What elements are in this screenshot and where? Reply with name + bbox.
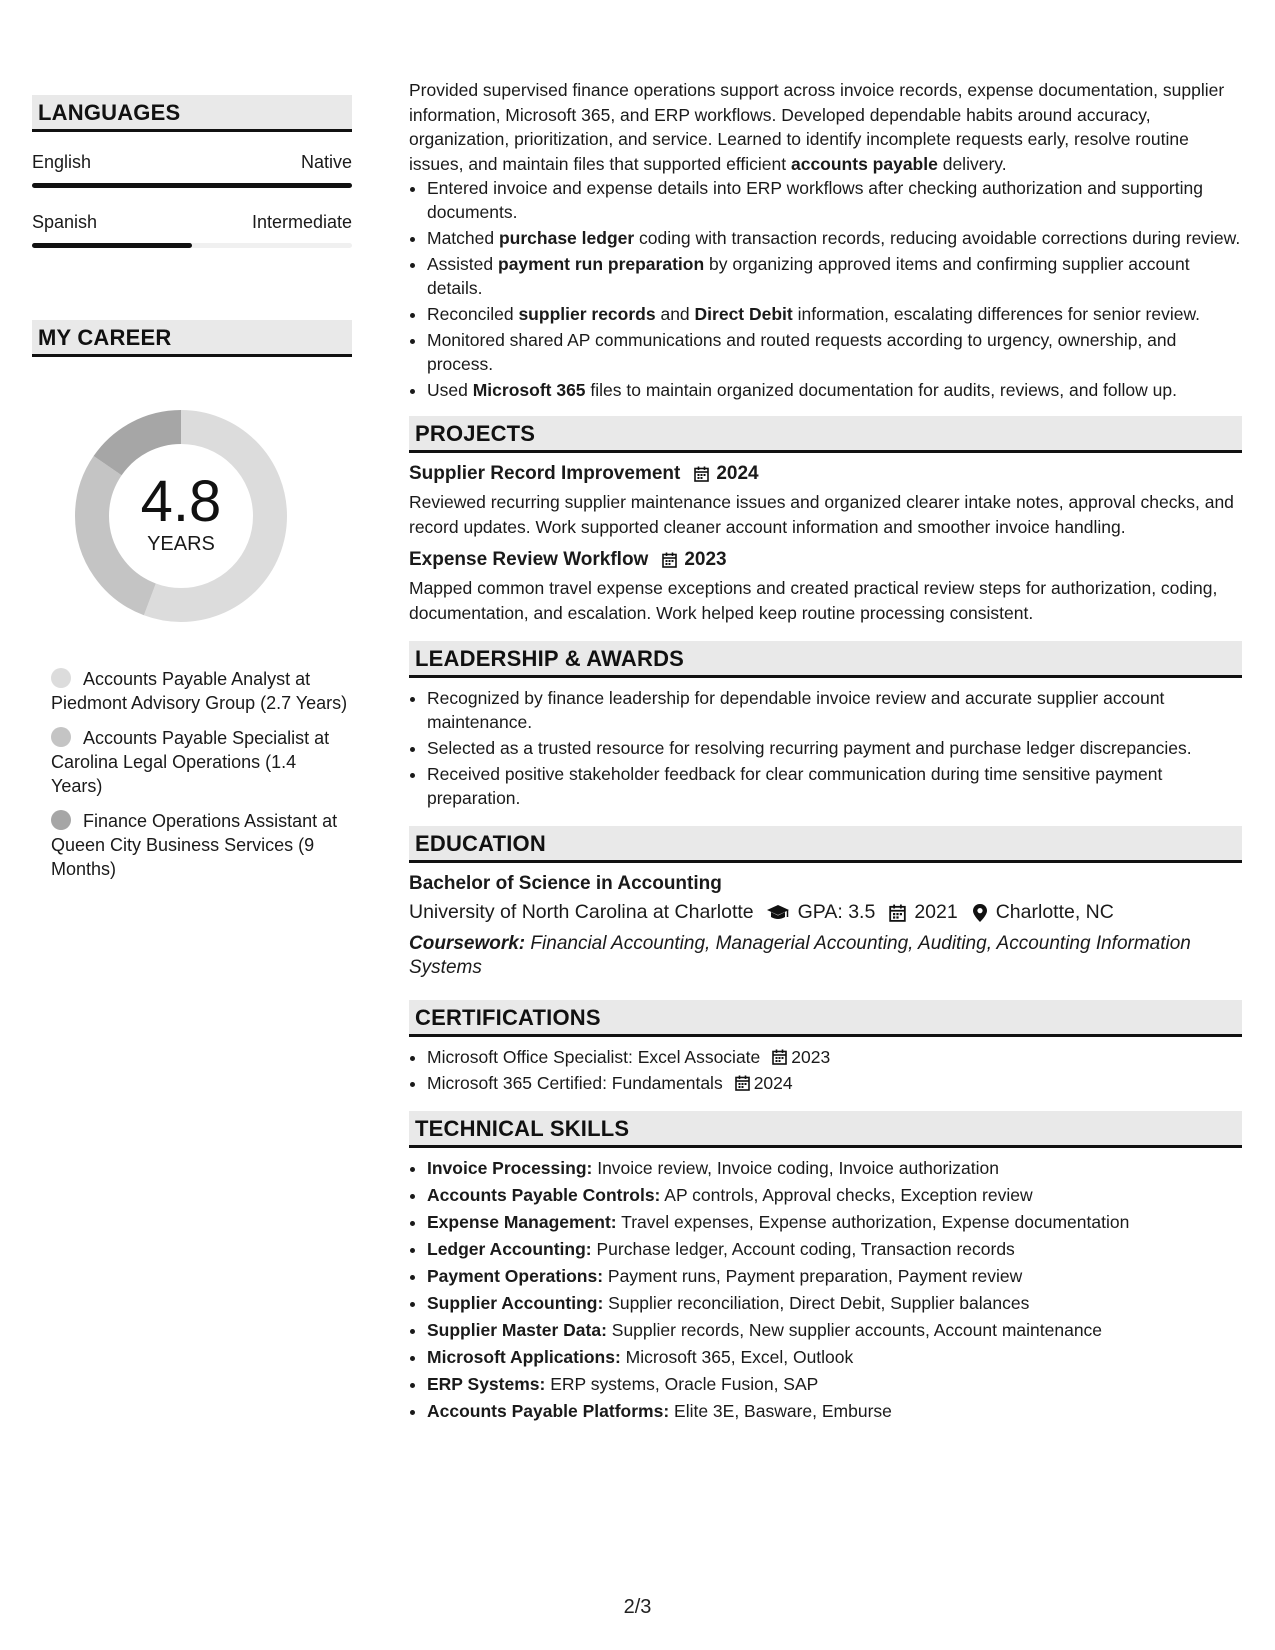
experience-bullet: • Assisted payment run preparation by organizing approved items and confirming supplier account details.	[427, 252, 1242, 300]
language-bar	[32, 243, 352, 248]
certifications-list	[409, 1045, 1242, 1095]
project-name: Supplier Record Improvement	[409, 463, 681, 484]
career-dot-icon	[51, 727, 71, 747]
skills-heading: TECHNICAL SKILLS	[409, 1111, 1242, 1148]
left-column	[32, 95, 352, 892]
experience-summary: Provided supervised finance operations support across invoice records, expense documentation, supplier information, Microsoft 365, and ERP workflows. Developed dependable habits around accuracy, organization, prioritization, and service. Learned to identify incomplete requests early, resolve routine issues, and maintain files that supported efficient accounts payable delivery.	[409, 80, 1225, 174]
graduation-year: 2021	[914, 901, 958, 923]
career-dot-icon	[51, 668, 71, 688]
project-desc: Reviewed recurring supplier maintenance issues and organized clearer intake notes, approval checks, and record updates. Work supported cleaner account information and smoother invoice handling.	[409, 492, 1234, 537]
career-unit: YEARS	[147, 533, 215, 555]
leadership-heading: LEADERSHIP & AWARDS	[409, 641, 1242, 678]
career-total: 4.8	[140, 469, 222, 534]
project-item	[409, 463, 1242, 539]
career-item: Accounts Payable Specialist at Carolina Legal Operations (1.4 Years)	[51, 728, 330, 796]
calendar-icon	[772, 1049, 787, 1065]
education-heading: EDUCATION	[409, 826, 1242, 863]
language-level: Native	[300, 152, 352, 172]
page-number: 2/3	[623, 1596, 652, 1618]
skill-item: • Ledger Accounting: Purchase ledger, Account coding, Transaction records	[427, 1237, 1242, 1262]
career-list	[32, 667, 352, 881]
calendar-icon	[889, 904, 906, 922]
coursework: Coursework: Financial Accounting, Managerial Accounting, Auditing, Accounting Information Systems	[409, 933, 1191, 978]
career-item: Finance Operations Assistant at Queen City Business Services (9 Months)	[51, 811, 338, 879]
language-bar	[32, 183, 352, 188]
language-english	[32, 152, 352, 188]
certifications-heading: CERTIFICATIONS	[409, 1000, 1242, 1037]
degree: Bachelor of Science in Accounting	[409, 873, 722, 894]
leadership-list	[409, 686, 1242, 810]
language-spanish	[32, 212, 352, 248]
calendar-icon	[662, 552, 677, 568]
project-item	[409, 549, 1242, 625]
education-details	[409, 901, 1242, 924]
skills-list	[409, 1156, 1242, 1424]
skill-item: • Accounts Payable Platforms: Elite 3E, Basware, Emburse	[427, 1399, 1242, 1424]
project-desc: Mapped common travel expense exceptions and created practical review steps for authorization, coding, documentation, and escalation. Work helped keep routine processing consistent.	[409, 578, 1218, 623]
experience-bullet: • Entered invoice and expense details into ERP workflows after checking authorization and supporting documents.	[427, 176, 1242, 224]
project-year: 2024	[716, 463, 759, 484]
gpa: GPA: 3.5	[797, 901, 876, 923]
leadership-item: • Selected as a trusted resource for resolving recurring payment and purchase ledger discrepancies.	[427, 736, 1242, 760]
experience-bullet: • Used Microsoft 365 files to maintain organized documentation for audits, reviews, and follow up.	[427, 378, 1242, 402]
school: University of North Carolina at Charlotte	[409, 901, 754, 923]
location-pin-icon	[972, 903, 988, 923]
graduation-cap-icon	[766, 904, 790, 922]
language-bar-fill	[32, 183, 352, 188]
languages-heading: LANGUAGES	[32, 95, 352, 132]
projects-heading: PROJECTS	[409, 416, 1242, 453]
language-bar-fill	[32, 243, 192, 248]
career-dot-icon	[51, 810, 71, 830]
career-donut	[66, 401, 296, 631]
project-name: Expense Review Workflow	[409, 549, 649, 570]
certification-item: • Microsoft Office Specialist: Excel Associate 2023	[427, 1045, 1242, 1069]
career-item: Accounts Payable Analyst at Piedmont Advisory Group (2.7 Years)	[51, 669, 348, 713]
leadership-item: • Received positive stakeholder feedback for clear communication during time sensitive payment preparation.	[427, 762, 1242, 810]
experience-bullet: • Monitored shared AP communications and routed requests according to urgency, ownership, and process.	[427, 328, 1242, 376]
skill-item: • ERP Systems: ERP systems, Oracle Fusion, SAP	[427, 1372, 1242, 1397]
location: Charlotte, NC	[995, 901, 1114, 923]
language-level: Intermediate	[251, 212, 352, 232]
career-heading: MY CAREER	[32, 320, 352, 357]
skill-item: • Supplier Master Data: Supplier records, New supplier accounts, Account maintenance	[427, 1318, 1242, 1343]
skill-item: • Accounts Payable Controls: AP controls, Approval checks, Exception review	[427, 1183, 1242, 1208]
skill-item: • Expense Management: Travel expenses, Expense authorization, Expense documentation	[427, 1210, 1242, 1235]
certification-item: • Microsoft 365 Certified: Fundamentals 2024	[427, 1071, 1242, 1095]
calendar-icon	[735, 1075, 750, 1091]
language-name: Spanish	[32, 212, 98, 232]
experience-bullet: • Matched purchase ledger coding with transaction records, reducing avoidable corrections during review.	[427, 226, 1242, 250]
experience-bullet: • Reconciled supplier records and Direct Debit information, escalating differences for senior review.	[427, 302, 1242, 326]
right-column	[409, 78, 1242, 1426]
skill-item: • Payment Operations: Payment runs, Payment preparation, Payment review	[427, 1264, 1242, 1289]
project-year: 2023	[684, 549, 727, 570]
calendar-icon	[694, 466, 709, 482]
language-name: English	[32, 152, 92, 172]
skill-item: • Microsoft Applications: Microsoft 365, Excel, Outlook	[427, 1345, 1242, 1370]
skill-item: • Supplier Accounting: Supplier reconciliation, Direct Debit, Supplier balances	[427, 1291, 1242, 1316]
skill-item: • Invoice Processing: Invoice review, Invoice coding, Invoice authorization	[427, 1156, 1242, 1181]
experience-bullets	[409, 176, 1242, 402]
leadership-item: • Recognized by finance leadership for dependable invoice review and accurate supplier account maintenance.	[427, 686, 1242, 734]
